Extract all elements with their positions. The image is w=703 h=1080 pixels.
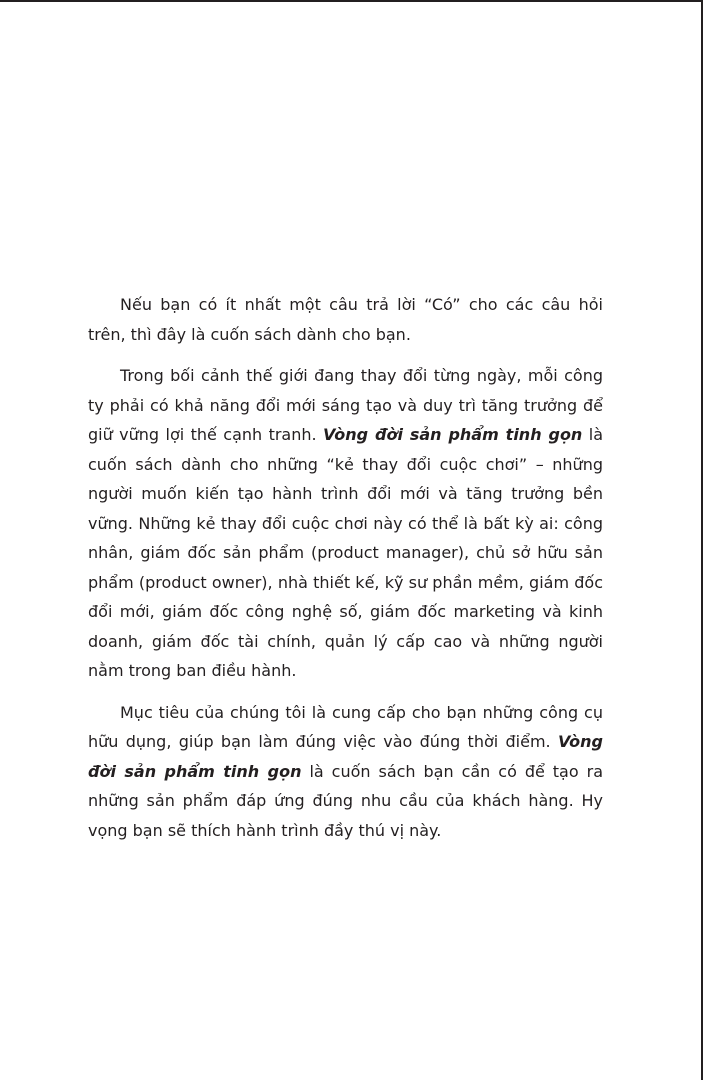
- paragraph-3-text-b: là cuốn sách bạn cần có để tạo ra những sản phẩm đáp ứng đúng nhu cầu của khách hàng. Hy vọng bạn sẽ thích hành trình đầy thú vị này.: [88, 761, 603, 840]
- paragraph-1: [88, 290, 603, 349]
- paragraph-2-text-b: là cuốn sách dành cho những “kẻ thay đổi cuộc chơi” – những người muốn kiến tạo hành trình đổi mới và tăng trưởng bền vững. Những kẻ thay đổi cuộc chơi này có thể là bất kỳ ai: công nhân, giám đốc sản phẩm (product manager), chủ sở hữu sản phẩm (product owner), nhà thiết kế, kỹ sư phần mềm, giám đốc đổi mới, giám đốc công nghệ số, giám đốc marketing và kinh doanh, giám đốc tài chính, quản lý cấp cao và những người nằm trong ban điều hành.: [88, 425, 603, 680]
- book-title-emphasis: Vòng đời sản phẩm tinh gọn: [323, 425, 583, 444]
- paragraph-2-text-a: Trong bối cảnh thế giới đang thay đổi từng ngày, mỗi công ty phải có khả năng đổi mới sáng tạo và duy trì tăng trưởng để giữ vững lợi thế cạnh tranh.: [88, 366, 603, 444]
- paragraph-2: [88, 361, 603, 686]
- page-body: [88, 290, 603, 857]
- paragraph-3: [88, 698, 603, 846]
- book-title-emphasis: Vòng đời sản phẩm tinh gọn: [88, 732, 603, 781]
- page-top-border: [0, 0, 703, 2]
- paragraph-3-text-a: Mục tiêu của chúng tôi là cung cấp cho bạn những công cụ hữu dụng, giúp bạn làm đúng việc vào đúng thời điểm.: [88, 702, 603, 751]
- paragraph-1-text: Nếu bạn có ít nhất một câu trả lời “Có” cho các câu hỏi trên, thì đây là cuốn sách dành cho bạn.: [88, 295, 603, 344]
